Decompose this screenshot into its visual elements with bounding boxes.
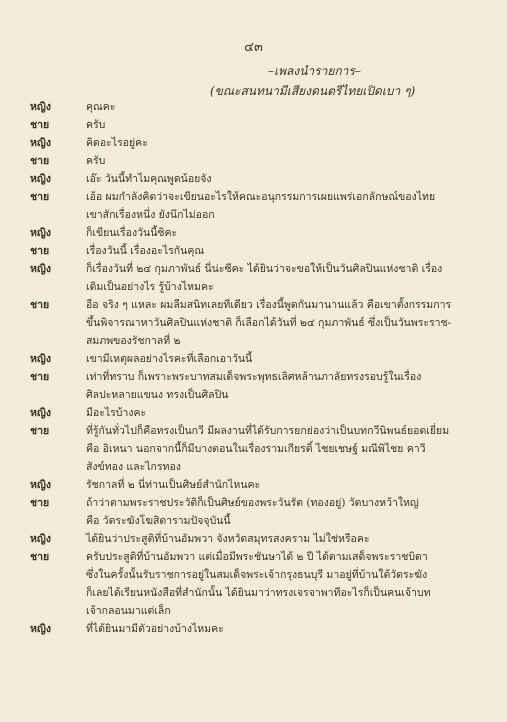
dialogue-line: สังข์ทอง และไกรทอง [86,461,181,473]
dialogue-line: ขึ้นพิจารณาหาวันศิลปินแห่งชาติ ก็เลือกได้วันที่ ๒๔ กุมภาพันธ์ ซึ่งเป็นวันพระราช- [86,317,452,329]
dialogue-line: ที่ได้ยินมามีตัวอย่างบ้างไหมคะ [86,623,224,635]
dialogue-line: คือ อิเหนา นอกจากนี้ก็มีบางตอนในเรื่องรามเกียรติ์ ไชยเชษฐ์ มณีพิไชย คาวี [86,443,426,455]
dialogue-line: ก็เลยได้เรียนหนังสือที่สำนักนั้น ได้ยินมาว่าทรงเจรจาพาทีอะไรก็เป็นคนเจ้าบท [86,587,431,599]
speaker-label: ชาย [30,497,50,509]
dialogue-line: อือ จริง ๆ แหละ ผมลืมสนิทเลยทีเดียว เรื่องนี้พูดกันมานานแล้ว คือเขาตั้งกรรมการ [86,299,452,311]
speaker-label: ชาย [30,299,50,311]
dialogue-line: ที่รู้กันทั่วไปก็คือทรงเป็นกวี มีผลงานที่ได้รับการยกย่องว่าเป็นบทกวีนิพนธ์ยอดเยี่ยม [86,425,450,437]
dialogue-row [0,620,507,638]
dialogue-row [0,242,507,260]
speaker-label: หญิง [30,227,51,239]
dialogue-row [0,116,507,134]
speaker-label: ชาย [30,191,50,203]
dialogue-text [86,350,481,368]
dialogue-line: รัชกาลที่ ๒ นี่ท่านเป็นศิษย์สำนักไหนคะ [86,479,261,491]
dialogue-text [86,422,481,476]
dialogue-line: ก็เขียนเรื่องวันนี้ซิคะ [86,227,178,239]
dialogue-row [0,224,507,242]
dialogue-line: คิดอะไรอยู่คะ [86,137,148,149]
dialogue-text [86,134,481,152]
dialogue-row [0,134,507,152]
speaker-label: หญิง [30,353,51,365]
dialogue-text [86,260,481,296]
dialogue [0,98,507,638]
speaker-label: หญิง [30,479,51,491]
speaker-label: ชาย [30,119,50,131]
speaker-label: ชาย [30,425,50,437]
dialogue-text [86,224,481,242]
dialogue-text [86,170,481,188]
dialogue-line: เดิมเป็นอย่างไร รู้บ้างไหมคะ [86,281,214,293]
speaker-label: หญิง [30,137,51,149]
dialogue-text [86,242,481,260]
dialogue-row [0,404,507,422]
dialogue-row [0,476,507,494]
dialogue-row [0,260,507,296]
speaker-label: หญิง [30,101,51,113]
dialogue-text [86,116,481,134]
dialogue-text [86,548,481,620]
page-number: ๔๓ [244,40,263,55]
dialogue-line: ศิลปะหลายแขนง ทรงเป็นศิลปิน [86,389,229,401]
dialogue-text [86,494,481,530]
dialogue-line: คุณคะ [86,101,116,113]
dialogue-line: ครับ [86,119,106,131]
speaker-label: ชาย [30,371,50,383]
dialogue-line: ก็เรื่องวันที่ ๒๔ กุมภาพันธ์ นี่น่ะซีคะ ได้ยินว่าจะขอให้เป็นวันศิลปินแห่งชาติ เรื่อง [86,263,443,275]
dialogue-text [86,152,481,170]
dialogue-line: ครับ [86,155,106,167]
dialogue-line: เจ้ากลอนมาแต่เล็ก [86,605,171,617]
dialogue-line: เรื่องวันนี้ เรื่องอะไรกันคุณ [86,245,205,257]
dialogue-row [0,170,507,188]
speaker-label: หญิง [30,263,51,275]
dialogue-line: เอ๊ะ วันนี้ทำไมคุณพูดน้อยจัง [86,173,212,185]
dialogue-text [86,476,481,494]
dialogue-line: ครับประสูติที่บ้านอัมพวา แต่เมื่อมีพระชันษาได้ ๒ ปี ได้ตามเสด็จพระราชบิดา [86,551,428,563]
dialogue-line: เขาสักเรื่องหนึ่ง ยังนึกไม่ออก [86,209,215,221]
section-title: –เพลงนำรายการ– [268,64,361,78]
dialogue-row [0,548,507,620]
speaker-label: หญิง [30,407,51,419]
dialogue-row [0,422,507,476]
dialogue-line: สมภพของรัชกาลที่ ๒ [86,335,181,347]
dialogue-row [0,350,507,368]
speaker-label: หญิง [30,533,51,545]
dialogue-row [0,152,507,170]
dialogue-row [0,98,507,116]
speaker-label: ชาย [30,551,50,563]
speaker-label: หญิง [30,173,51,185]
speaker-label: หญิง [30,623,51,635]
dialogue-text [86,188,481,224]
dialogue-line: มีอะไรบ้างคะ [86,407,147,419]
dialogue-row [0,296,507,350]
dialogue-line: ถ้าว่าตามพระราชประวัติก็เป็นศิษย์ของพระวันรัต (ทองอยู่) วัดบางหว้าใหญ่ [86,497,419,509]
dialogue-text [86,530,481,548]
dialogue-text [86,296,481,350]
dialogue-text [86,98,481,116]
dialogue-line: ซึ่งในครั้งนั้นรับราชการอยู่ในสมเด็จพระเจ้ากรุงธนบุรี มาอยู่ที่บ้านใต้วัดระฆัง [86,569,428,581]
dialogue-line: คือ วัดระฆังโฆสิตารามปัจจุบันนี้ [86,515,231,527]
dialogue-line: ได้ยินว่าประสูติที่บ้านอัมพวา จังหวัดสมุทรสงคราม ไม่ใช่หรือคะ [86,533,370,545]
dialogue-line: เขามีเหตุผลอย่างไรคะที่เลือกเอาวันนี้ [86,353,253,365]
speaker-label: ชาย [30,155,50,167]
dialogue-row [0,530,507,548]
dialogue-text [86,620,481,638]
dialogue-text [86,404,481,422]
dialogue-row [0,368,507,404]
dialogue-text [86,368,481,404]
dialogue-line: เท่าที่ทราบ ก็เพราะพระบาทสมเด็จพระพุทธเลิศหล้านภาลัยทรงรอบรู้ในเรื่อง [86,371,422,383]
section-subtitle: (ขณะสนทนามีเสียงดนตรีไทยเปิดเบา ๆ) [210,84,416,98]
dialogue-row [0,188,507,224]
speaker-label: ชาย [30,245,50,257]
dialogue-row [0,494,507,530]
dialogue-line: เอ้อ ผมกำลังคิดว่าจะเขียนอะไรให้คณะอนุกรรมการเผยแพร่เอกลักษณ์ของไทย [86,191,436,203]
